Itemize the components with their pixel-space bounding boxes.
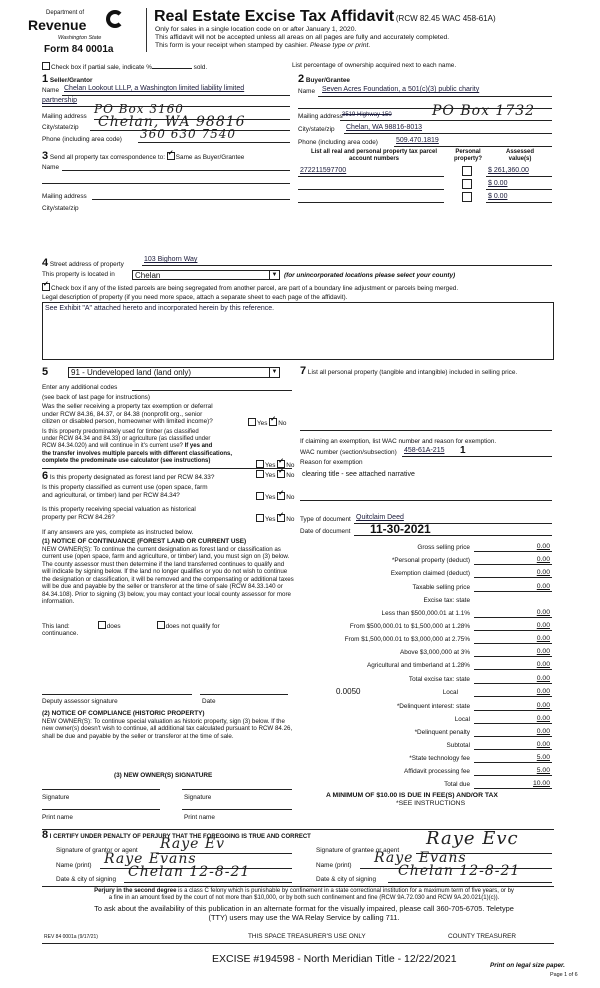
parcel-row: $ 0.00: [298, 180, 309, 192]
q-current: Is this property classified as current use (open space, farm and agricultural, or timber) land per RCW 84.34?: [42, 484, 208, 499]
tax-row-value[interactable]: 0.00: [536, 741, 550, 748]
personal-checkbox[interactable]: [462, 166, 472, 176]
buyer-phone-label: Phone (including area code): [298, 139, 378, 146]
grantee-date-label: Date & city of signing: [316, 876, 377, 883]
county-treasurer: COUNTY TREASURER: [448, 933, 516, 940]
owner-signature-1[interactable]: Signature: [42, 794, 70, 801]
grantor-sig-label: Signature of grantor or agent: [56, 847, 138, 854]
tax-row-value[interactable]: 0.00: [536, 661, 550, 668]
street-label: 4 Street address of property: [42, 257, 124, 269]
tax-row-label: Local: [442, 689, 458, 696]
header-line-3: This form is your receipt when stamped by cashier. Please type or print.: [155, 42, 371, 49]
tax-row-value[interactable]: 0.00: [536, 609, 550, 616]
parcel-row: 272211597700 $ 261,360.00: [300, 167, 529, 174]
logo-swirl-icon: [106, 10, 124, 28]
owner-print-1[interactable]: Print name: [42, 814, 73, 821]
yes-checkbox[interactable]: [256, 460, 264, 468]
tax-row-label: Local: [454, 716, 470, 723]
notice1-text: NEW OWNER(S): To continue the current designation as forest land or classification as current use (open space, farm and agriculture, or timber) land, you must sign on (3) below. The county assessor must then determine if the land transferred continues to qualify and will indicate by signing below. If the land no longer qualifies or you do not wish to continue the designation or classification, it will be removed and the compensating or additional taxes will be due and payable by the seller or transferor at the time of sale (RCW 84.33.140 or 84.34.108). Prior to signing (3) below, you may contact your local county assessor for more information.: [42, 546, 294, 606]
tax-row-value[interactable]: 5.00: [536, 767, 550, 774]
tax-row-label: Taxable selling price: [412, 584, 470, 591]
no-checkbox[interactable]: [277, 460, 285, 468]
yes-checkbox[interactable]: [256, 514, 264, 522]
seller-mail[interactable]: PO Box 3160: [94, 102, 184, 116]
yes-checkbox[interactable]: [256, 492, 264, 500]
grantor-date[interactable]: Chelan 12-8-21: [128, 864, 251, 880]
doc-date-label: Date of document: [300, 528, 351, 535]
use-code-select[interactable]: 91 - Undeveloped land (land only) ▼: [68, 367, 280, 378]
tax-row-label: *State technology fee: [409, 755, 470, 762]
tax-row-value[interactable]: 0.00: [536, 622, 550, 629]
perjury-note: Perjury in the second degree is a class C felony which is punishable by confinement in a state correctional institution for a maximum term of five years, or by a fine in an amount fixed by the court of not more than $10,000, or by both such confinement and fine (RCW 9A.72.030 and RCW 9A.20.021(1)(c)).: [94, 888, 514, 902]
rev-number: REV 84 0001a (9/17/21): [44, 934, 98, 940]
corr-city-label: City/state/zip: [42, 205, 79, 212]
corr-name-label: Name: [42, 164, 60, 171]
logo: [28, 8, 143, 56]
q-current-answer: Yes ✓ No: [256, 492, 294, 502]
no-checkbox[interactable]: [277, 470, 285, 478]
corr-mail-label: Mailing address: [42, 193, 87, 200]
tax-row-value[interactable]: 0.00: [536, 648, 550, 655]
does-not-checkbox[interactable]: [157, 621, 165, 629]
this-land-row: This land: does does not qualify for: [42, 623, 220, 630]
segregated-checkbox[interactable]: [42, 283, 50, 291]
buyer-mail-label: Mailing address: [298, 113, 343, 120]
local-rate[interactable]: 0.0050: [336, 687, 361, 696]
tax-row-label: Subtotal: [446, 742, 470, 749]
tax-row-value[interactable]: 0.00: [536, 569, 550, 576]
tax-row-value[interactable]: 0.00: [536, 543, 550, 550]
header-divider: [146, 8, 147, 52]
q-exemption: Was the seller receiving a property tax exemption or deferral under RCW 84.36, 84.37, or 84.38 (nonprofit org., senior citizen or disabled person, homeowner with limited income)?: [42, 403, 213, 426]
if-yes-note: If any answers are yes, complete as instructed below.: [42, 529, 194, 536]
seller-city[interactable]: Chelan, WA 98816: [98, 114, 246, 130]
personal-checkbox[interactable]: [462, 192, 472, 202]
tax-row-label: Excise tax: state: [423, 597, 470, 604]
buyer-mail-hand[interactable]: PO Box 1732: [432, 103, 536, 119]
legal-description-box[interactable]: See Exhibit "A" attached hereto and incorporated herein by this reference.: [42, 302, 554, 360]
grantor-signature[interactable]: Raye Ev: [160, 836, 225, 852]
personal-property-label: 7 List all personal property (tangible and intangible) included in selling price.: [300, 365, 518, 377]
tax-row-label: Affidavit processing fee: [404, 768, 470, 775]
grantor-name[interactable]: Raye Evans: [104, 851, 197, 867]
accessibility-note: To ask about the availability of this publication in an alternate format for the visually impaired, please call 360-705-6705. Teletype (TTY) users may use the WA Relay Service by calling 711.: [94, 904, 514, 922]
page-title: Real Estate Excise Tax Affidavit (RCW 82.45 WAC 458-61A): [154, 8, 496, 25]
section5-num: 5: [42, 366, 49, 378]
buyer-name[interactable]: Seven Acres Foundation, a 501(c)(3) public charity: [322, 86, 480, 93]
q-forest-answer: Yes ✓ No: [256, 470, 294, 480]
q-timber-answer: Yes ✓ No: [256, 460, 294, 470]
owner-signature-2[interactable]: Signature: [184, 794, 212, 801]
buyer-phone[interactable]: 509.470.1819: [396, 137, 439, 144]
parcel-row: $ 0.00: [298, 193, 309, 205]
logo-dept: Department of: [46, 10, 85, 16]
tax-row-value[interactable]: 0.00: [536, 715, 550, 722]
wac-hand: 1: [460, 445, 466, 456]
q-forest: 6 Is this property designated as forest land per RCW 84.33?: [42, 470, 215, 482]
chevron-down-icon: ▼: [269, 271, 279, 280]
tax-row-value[interactable]: 0.00: [536, 728, 550, 735]
tax-row-value[interactable]: 0.00: [536, 583, 550, 590]
grantee-name-label: Name (print): [316, 862, 352, 869]
buyer-heading: 2 Buyer/Grantee: [298, 73, 350, 85]
codes-note: (see back of last page for instructions): [42, 394, 150, 401]
doc-type-label: Type of document: [300, 516, 351, 523]
header-line-2: This affidavit will not be accepted unless all areas on all pages are fully and accurately completed.: [155, 34, 450, 41]
tax-row-label: Total due: [444, 781, 470, 788]
tax-row-value[interactable]: 0.00: [536, 702, 550, 709]
logo-name: Revenue: [28, 17, 87, 33]
reason-label: Reason for exemption: [300, 459, 363, 466]
buyer-city[interactable]: Chelan, WA 98816-8013: [346, 124, 423, 131]
no-checkbox[interactable]: [277, 514, 285, 522]
yes-checkbox[interactable]: [256, 470, 264, 478]
tax-row-value[interactable]: 0.00: [536, 635, 550, 642]
notice1-title: (1) NOTICE OF CONTINUANCE (FOREST LAND OR CURRENT USE): [42, 538, 247, 545]
tax-row-value[interactable]: 10.00: [532, 780, 550, 787]
parcel-col-value: Assessed value(s): [505, 149, 535, 163]
segregated-row: ✓Check box if any of the listed parcels are being segregated from another parcel, are part of a boundary line adjustment or parcels being merged.: [42, 283, 458, 293]
tax-row-label: *Personal property (deduct): [391, 557, 470, 564]
form-number: Form 84 0001a: [44, 44, 114, 55]
tax-row-value[interactable]: 0.00: [536, 675, 550, 682]
legal-paper-note: Print on legal size paper.: [490, 962, 565, 969]
buyer-name-label: Name: [298, 88, 316, 95]
tax-row-label: *Delinquent interest: state: [396, 703, 470, 710]
same-as-buyer-checkbox[interactable]: [167, 152, 175, 160]
grantee-signature[interactable]: Raye Evc: [426, 828, 519, 849]
no-checkbox[interactable]: [269, 418, 277, 426]
treasurer-use: THIS SPACE TREASURER'S USE ONLY: [248, 933, 366, 940]
tax-row-label: Agricultural and timberland at 1.28%: [366, 662, 470, 669]
does-checkbox[interactable]: [98, 621, 106, 629]
seller-phone-label: Phone (including area code): [42, 136, 122, 143]
q-historic-answer: Yes ✓ No: [256, 514, 294, 524]
q-historic: Is this property receiving special valuation as historical property per RCW 84.26?: [42, 506, 196, 521]
certify-label: 8 I CERTIFY UNDER PENALTY OF PERJURY THAT THE FOREGOING IS TRUE AND CORRECT: [42, 829, 311, 841]
seller-heading: 1 Seller/Grantor: [42, 73, 93, 85]
located-note: (for unincorporated locations please select your county): [284, 272, 456, 279]
personal-checkbox[interactable]: [462, 179, 472, 189]
grantee-date[interactable]: Chelan 12-8-21: [398, 863, 521, 879]
excise-stamp: EXCISE #194598 - North Meridian Title - 12/22/2021: [212, 953, 457, 965]
notice2-title: (2) NOTICE OF COMPLIANCE (HISTORIC PROPERTY): [42, 710, 205, 717]
location-select[interactable]: Chelan ▼: [132, 270, 280, 280]
tax-row-label: From $500,000.01 to $1,500,000 at 1.28%: [349, 623, 470, 630]
header-line-1: Only for sales in a single location code on or after January 1, 2020.: [155, 26, 357, 33]
buyer-city-label: City/state/zip: [298, 126, 335, 133]
codes-label: Enter any additional codes: [42, 384, 118, 391]
deputy-label: Deputy assessor signature: [42, 698, 118, 705]
deputy-date-label: Date: [202, 698, 216, 705]
partial-sale-checkbox[interactable]: [42, 62, 50, 70]
tax-row-label: From $1,500,000.01 to $3,000,000 at 2.75%: [344, 636, 470, 643]
located-label: This property is located in: [42, 271, 115, 278]
logo-state: Washington State: [58, 35, 102, 41]
yes-checkbox[interactable]: [248, 418, 256, 426]
parcel-col-personal: Personal property?: [453, 149, 482, 163]
seller-name[interactable]: Chelan Lookout LLLP, a Washington limited liability limited: [64, 85, 245, 92]
page-number: Page 1 of 6: [550, 972, 578, 978]
grantor-date-label: Date & city of signing: [56, 876, 117, 883]
seller-name-cont[interactable]: partnership: [42, 97, 78, 104]
q-timber: Is this property predominately used for timber (as classified under RCW 84.34 and 84.33) or agriculture (as classified under RCW 84.34.020) and will continue in it's current use? If yes and the transfer involves multiple parcels with different classifications, complete the predominate use calculator (see instructions): [42, 429, 233, 464]
notice3-title: (3) NEW OWNER(S) SIGNATURE: [114, 772, 213, 779]
tax-row-value[interactable]: 5.00: [536, 754, 550, 761]
tax-row-label: Less than $500,000.01 at 1.1%: [381, 610, 470, 617]
grantee-name[interactable]: Raye Evans: [374, 850, 467, 866]
continuance-label: continuance.: [42, 630, 79, 637]
doc-type[interactable]: Quitclaim Deed: [356, 514, 404, 521]
tax-row-label: *Delinquent penalty: [414, 729, 470, 736]
tax-row-label: Above $3,000,000 at 3%: [400, 649, 470, 656]
see-instructions: *SEE INSTRUCTIONS: [396, 800, 466, 807]
notice2-text: NEW OWNER(S): To continue special valuation as historic property, sign (3) below. If the new owner(s) doesn't wish to continue, all additional tax calculated pursuant to RCW 84.26, shall be due and payable by the seller or transferor at the time of sale.: [42, 718, 293, 740]
chevron-down-icon: ▼: [269, 368, 279, 377]
tax-row-label: Gross selling price: [417, 544, 470, 551]
owner-print-2[interactable]: Print name: [184, 814, 215, 821]
seller-phone[interactable]: 360 630 7540: [140, 127, 236, 141]
street-address[interactable]: 103 Bighorn Way: [144, 256, 198, 263]
legal-label: Legal description of property (if you need more space, attach a separate sheet to each page of the affidavit).: [42, 294, 348, 301]
ownership-note: List percentage of ownership acquired next to each name.: [292, 62, 457, 69]
seller-name-label: Name: [42, 87, 60, 94]
parcel-col-numbers: List all real and personal property tax parcel account numbers: [310, 149, 438, 163]
wac-number[interactable]: 458-61A-215: [404, 447, 445, 454]
seller-city-label: City/state/zip: [42, 124, 79, 131]
doc-date[interactable]: 11-30-2021: [370, 522, 431, 536]
correspondence-row: 3 Send all property tax correspondence to: ✓ Same as Buyer/Grantee: [42, 150, 244, 163]
tax-row-value[interactable]: 0.00: [536, 556, 550, 563]
wac-label: WAC number (section/subsection): [300, 449, 397, 456]
seller-mail-label: Mailing address: [42, 113, 87, 120]
buyer-mail-struck[interactable]: 3519 Highway 150: [342, 112, 392, 118]
q-exemption-answer: Yes ✓ No: [248, 418, 286, 428]
exemption-label: If claiming an exemption, list WAC number and reason for exemption.: [300, 438, 497, 445]
minimum-note: A MINIMUM OF $10.00 IS DUE IN FEE(S) AND/OR TAX: [326, 792, 498, 799]
no-checkbox[interactable]: [277, 492, 285, 500]
tax-row-value[interactable]: 0.00: [536, 688, 550, 695]
grantor-name-label: Name (print): [56, 862, 92, 869]
tax-row-label: Total excise tax: state: [408, 676, 470, 683]
tax-row-label: Exemption claimed (deduct): [390, 570, 470, 577]
partial-sale-row: Check box if partial sale, indicate % sold.: [42, 62, 207, 72]
reason-value[interactable]: clearing title - see attached narrative: [302, 471, 415, 478]
grantee-sig-label: Signature of grantee or agent: [316, 847, 400, 854]
